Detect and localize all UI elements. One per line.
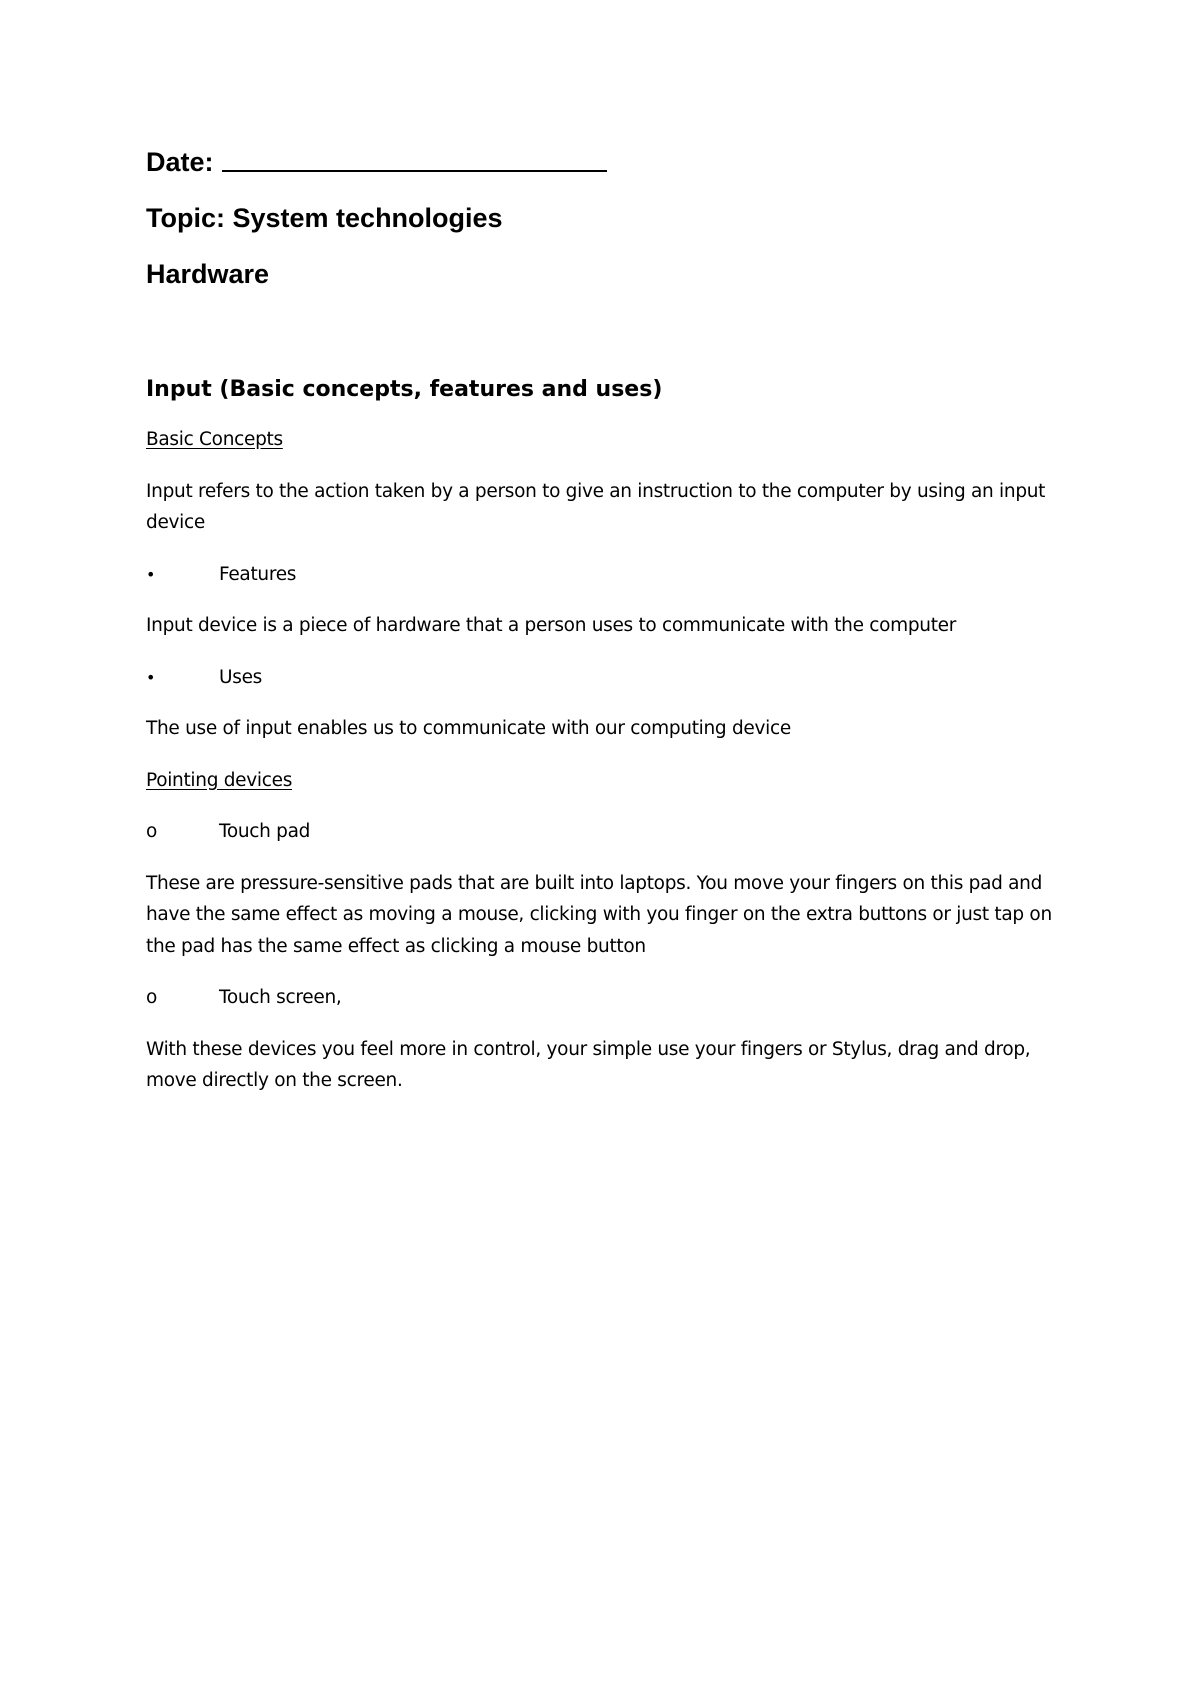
touchpad-label: Touch pad bbox=[219, 821, 311, 842]
features-text: Input device is a piece of hardware that a person uses to communicate with the computer bbox=[146, 615, 957, 636]
touchscreen-item bbox=[146, 982, 1066, 1014]
uses-item bbox=[146, 662, 1066, 694]
touchpad-item bbox=[146, 816, 1066, 848]
features-label: Features bbox=[219, 563, 297, 585]
pointing-devices-heading: Pointing devices bbox=[146, 769, 293, 791]
date-blank-line bbox=[222, 142, 607, 172]
bullet-marker: • bbox=[146, 564, 156, 584]
sub-bullet-marker: o bbox=[146, 821, 158, 842]
sub-bullet-marker: o bbox=[146, 987, 158, 1008]
uses-label: Uses bbox=[219, 666, 262, 688]
date-line bbox=[146, 142, 1066, 179]
touchscreen-text: With these devices you feel more in control, your simple use your fingers or Stylus, drag and drop, move directly on the screen. bbox=[146, 1038, 1031, 1091]
uses-text: The use of input enables us to communicate with our computing device bbox=[146, 718, 791, 739]
touchscreen-label: Touch screen, bbox=[219, 987, 342, 1008]
subject-heading: Hardware bbox=[146, 259, 270, 289]
section-title: Input (Basic concepts, features and uses) bbox=[146, 377, 663, 402]
touchpad-text: These are pressure-sensitive pads that are built into laptops. You move your fingers on this pad and have the same effect as moving a mouse, clicking with you finger on the extra buttons or just tap on the pad has the same effect as clicking a mouse button bbox=[146, 872, 1052, 957]
bullet-marker: • bbox=[146, 667, 156, 687]
basic-concepts-heading: Basic Concepts bbox=[146, 429, 283, 450]
document-content bbox=[146, 142, 1066, 1117]
features-item bbox=[146, 559, 1066, 591]
topic-heading: Topic: System technologies bbox=[146, 203, 503, 233]
date-label: Date: bbox=[146, 147, 214, 177]
basic-concepts-text: Input refers to the action taken by a person to give an instruction to the computer by using an input device bbox=[146, 480, 1046, 533]
